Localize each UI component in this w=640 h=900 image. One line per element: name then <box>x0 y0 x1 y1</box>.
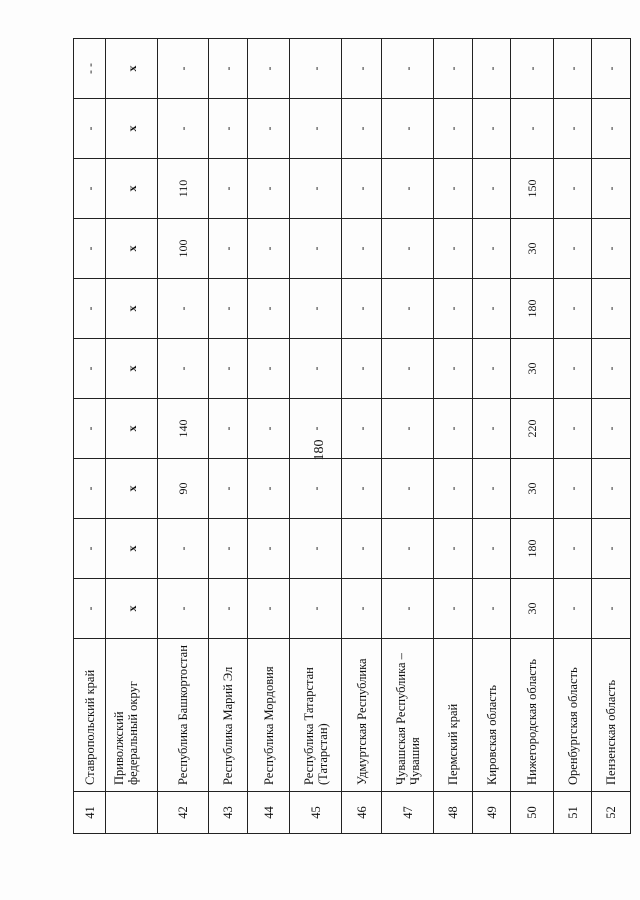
value-cell: - <box>209 519 248 579</box>
value-cell: - <box>592 339 631 399</box>
value-cell: - <box>158 99 209 159</box>
value-cell: - <box>382 399 434 459</box>
value-cell: - <box>592 39 631 99</box>
value-cell: - <box>209 339 248 399</box>
region-name-cell: Республика Мордовия <box>248 639 290 792</box>
value-cell: - <box>473 39 511 99</box>
row-number-cell <box>106 792 158 834</box>
value-cell: - <box>290 99 342 159</box>
row-number-cell: 47 <box>382 792 434 834</box>
table-row <box>342 39 382 834</box>
value-cell: - <box>342 339 382 399</box>
value-cell: - <box>248 459 290 519</box>
value-cell: - <box>74 279 106 339</box>
value-cell: - <box>248 99 290 159</box>
value-cell: - <box>554 99 592 159</box>
value-cell: - <box>592 579 631 639</box>
value-cell: - <box>74 519 106 579</box>
value-cell: - <box>592 159 631 219</box>
value-cell: - <box>434 39 473 99</box>
value-cell: - <box>209 279 248 339</box>
value-cell: - <box>158 339 209 399</box>
value-cell: - <box>342 99 382 159</box>
value-cell: - <box>158 579 209 639</box>
table-row <box>290 39 342 834</box>
value-cell: - <box>342 519 382 579</box>
value-cell: - <box>592 219 631 279</box>
value-cell: - <box>290 459 342 519</box>
value-cell: - <box>342 39 382 99</box>
table-row <box>592 39 631 834</box>
value-cell: - <box>209 219 248 279</box>
row-number-cell: 45 <box>290 792 342 834</box>
value-cell: 180 <box>511 279 554 339</box>
region-name-cell: Оренбургская область <box>554 639 592 792</box>
region-name-cell: Республика Марий Эл <box>209 639 248 792</box>
value-cell: - <box>554 339 592 399</box>
value-cell: - <box>248 159 290 219</box>
value-cell: - <box>290 519 342 579</box>
value-cell: - - <box>74 39 106 99</box>
region-name-cell: Пермский край <box>434 639 473 792</box>
table-row <box>106 39 158 834</box>
table-row <box>473 39 511 834</box>
value-cell: 180 <box>511 519 554 579</box>
value-cell: х <box>106 279 158 339</box>
value-cell: - <box>342 579 382 639</box>
value-cell: - <box>248 219 290 279</box>
value-cell: - <box>554 219 592 279</box>
value-cell: - <box>248 279 290 339</box>
value-cell: - <box>554 159 592 219</box>
value-cell: - <box>382 39 434 99</box>
value-cell: - <box>592 399 631 459</box>
region-name-cell: Республика Татарстан (Татарстан) <box>290 639 342 792</box>
value-cell: - <box>554 579 592 639</box>
value-cell: - <box>209 399 248 459</box>
value-cell: 140 <box>158 399 209 459</box>
table-body <box>74 39 631 834</box>
value-cell: - <box>209 39 248 99</box>
value-cell: - <box>473 459 511 519</box>
row-number-cell: 42 <box>158 792 209 834</box>
row-number-cell: 52 <box>592 792 631 834</box>
value-cell: - <box>592 99 631 159</box>
value-cell: 100 <box>158 219 209 279</box>
rotated-table-container <box>73 39 618 834</box>
value-cell: - <box>473 279 511 339</box>
row-number-cell: 41 <box>74 792 106 834</box>
value-cell: - <box>158 519 209 579</box>
value-cell: - <box>290 39 342 99</box>
value-cell: - <box>342 219 382 279</box>
region-name-cell: Кировская область <box>473 639 511 792</box>
value-cell: - <box>382 339 434 399</box>
value-cell: - <box>290 219 342 279</box>
value-cell: - <box>434 219 473 279</box>
value-cell: - <box>434 459 473 519</box>
value-cell: - <box>473 159 511 219</box>
value-cell: - <box>248 579 290 639</box>
row-number-cell: 48 <box>434 792 473 834</box>
value-cell: - <box>473 99 511 159</box>
value-cell: 30 <box>511 339 554 399</box>
value-cell: - <box>74 219 106 279</box>
region-name-cell: Республика Башкортостан <box>158 639 209 792</box>
value-cell: - <box>554 279 592 339</box>
value-cell: - <box>209 579 248 639</box>
value-cell: - <box>342 399 382 459</box>
region-name-cell: Ставропольский край <box>74 639 106 792</box>
row-number-cell: 50 <box>511 792 554 834</box>
value-cell: - <box>434 339 473 399</box>
value-cell: - <box>473 579 511 639</box>
value-cell: х <box>106 339 158 399</box>
value-cell: - <box>248 39 290 99</box>
value-cell: - <box>342 459 382 519</box>
value-cell: х <box>106 459 158 519</box>
value-cell: - <box>342 159 382 219</box>
value-cell: - <box>382 99 434 159</box>
value-cell: - <box>554 459 592 519</box>
value-cell: - <box>74 459 106 519</box>
value-cell: - <box>342 279 382 339</box>
value-cell: - <box>209 99 248 159</box>
table-row <box>434 39 473 834</box>
value-cell: 30 <box>511 579 554 639</box>
value-cell: - <box>473 519 511 579</box>
value-cell: - <box>158 279 209 339</box>
page-number: 180 <box>312 439 327 461</box>
value-cell: - <box>74 399 106 459</box>
value-cell: - <box>74 339 106 399</box>
value-cell: х <box>106 519 158 579</box>
value-cell: - <box>382 579 434 639</box>
value-cell: - <box>290 339 342 399</box>
table-row <box>382 39 434 834</box>
value-cell: 30 <box>511 219 554 279</box>
value-cell: - <box>382 519 434 579</box>
value-cell: - <box>74 579 106 639</box>
value-cell: - <box>382 279 434 339</box>
value-cell: 90 <box>158 459 209 519</box>
table-row <box>158 39 209 834</box>
value-cell: - <box>382 459 434 519</box>
value-cell: - <box>158 39 209 99</box>
region-name-cell: Удмуртская Республика <box>342 639 382 792</box>
row-number-cell: 46 <box>342 792 382 834</box>
value-cell: - <box>382 219 434 279</box>
value-cell: - <box>473 219 511 279</box>
value-cell: - <box>382 159 434 219</box>
value-cell: 220 <box>511 399 554 459</box>
value-cell: - <box>74 159 106 219</box>
value-cell: - <box>473 339 511 399</box>
row-number-cell: 49 <box>473 792 511 834</box>
value-cell: - <box>434 519 473 579</box>
value-cell: х <box>106 219 158 279</box>
value-cell: - <box>554 39 592 99</box>
value-cell: - <box>511 99 554 159</box>
value-cell: - <box>434 579 473 639</box>
value-cell: - <box>554 399 592 459</box>
value-cell: х <box>106 159 158 219</box>
value-cell: - <box>290 399 342 459</box>
value-cell: - <box>511 39 554 99</box>
value-cell: х <box>106 579 158 639</box>
data-table <box>73 38 631 834</box>
value-cell: - <box>554 519 592 579</box>
value-cell: - <box>592 279 631 339</box>
value-cell: х <box>106 399 158 459</box>
value-cell: - <box>74 99 106 159</box>
table-row <box>511 39 554 834</box>
value-cell: - <box>434 399 473 459</box>
value-cell: - <box>592 459 631 519</box>
value-cell: - <box>473 399 511 459</box>
value-cell: - <box>248 519 290 579</box>
row-number-cell: 51 <box>554 792 592 834</box>
district-name-cell: Приволжский федеральный округ <box>106 639 158 792</box>
table-row <box>74 39 106 834</box>
value-cell: - <box>248 399 290 459</box>
value-cell: - <box>592 519 631 579</box>
value-cell: - <box>209 159 248 219</box>
region-name-cell: Пензенская область <box>592 639 631 792</box>
value-cell: 110 <box>158 159 209 219</box>
table-row <box>554 39 592 834</box>
value-cell: - <box>434 159 473 219</box>
value-cell: 150 <box>511 159 554 219</box>
table-row <box>248 39 290 834</box>
value-cell: - <box>434 279 473 339</box>
table-row <box>209 39 248 834</box>
value-cell: 30 <box>511 459 554 519</box>
row-number-cell: 43 <box>209 792 248 834</box>
value-cell: - <box>290 579 342 639</box>
value-cell: - <box>209 459 248 519</box>
value-cell: х <box>106 39 158 99</box>
value-cell: - <box>248 339 290 399</box>
row-number-cell: 44 <box>248 792 290 834</box>
value-cell: - <box>290 279 342 339</box>
value-cell: х <box>106 99 158 159</box>
region-name-cell: Чувашская Республика – Чувашия <box>382 639 434 792</box>
region-name-cell: Нижегородская область <box>511 639 554 792</box>
value-cell: - <box>290 159 342 219</box>
value-cell: - <box>434 99 473 159</box>
